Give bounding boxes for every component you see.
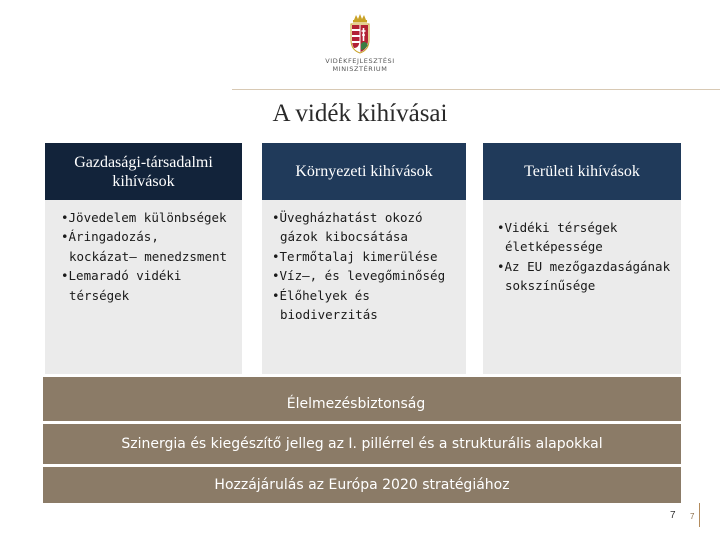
list-item: • Lemaradó vidéki térségek: [61, 266, 232, 305]
column-body-economic-social: [45, 200, 242, 374]
list-item: • Jövedelem különbségek: [61, 208, 232, 227]
column-body-environmental: [262, 200, 466, 374]
bar-europe-2020: Hozzájárulás az Európa 2020 stratégiához: [43, 467, 681, 503]
bar-synergy: Szinergia és kiegészítő jelleg az I. pillérrel és a strukturális alapokkal: [43, 424, 681, 464]
bar-food-security: [43, 377, 681, 421]
page-number-divider: [699, 503, 700, 527]
page-number-small: 7: [690, 512, 695, 521]
list-item: • Víz–, és levegőminőség: [272, 266, 456, 285]
column-heading-environmental: Környezeti kihívások: [262, 143, 466, 200]
slide-title: A vidék kihívásai: [272, 100, 448, 127]
coat-of-arms-icon: [348, 14, 372, 54]
ministry-logo: [318, 14, 402, 73]
bar-food-security-label: Élelmezésbiztonság: [286, 396, 426, 412]
list-item: • Vidéki térségek életképessége: [497, 218, 671, 257]
list-item: • Élőhelyek és biodiverzitás: [272, 286, 456, 325]
list-item: • Termőtalaj kimerülése: [272, 247, 456, 266]
ministry-name: VIDÉKFEJLESZTÉSI MINISZTÉRIUM: [325, 57, 395, 73]
list-item: • Az EU mezőgazdaságának sokszínűsége: [497, 257, 671, 296]
list-item: • Áringadozás, kockázat– menedzsment: [61, 227, 232, 266]
page-number: 7: [670, 510, 676, 521]
title-divider: [232, 89, 720, 90]
column-heading-economic-social: Gazdasági-társadalmi kihívások: [45, 143, 242, 200]
column-heading-territorial: Területi kihívások: [483, 143, 681, 200]
list-item: • Üvegházhatást okozó gázok kibocsátása: [272, 208, 456, 247]
column-body-territorial: [483, 200, 681, 374]
